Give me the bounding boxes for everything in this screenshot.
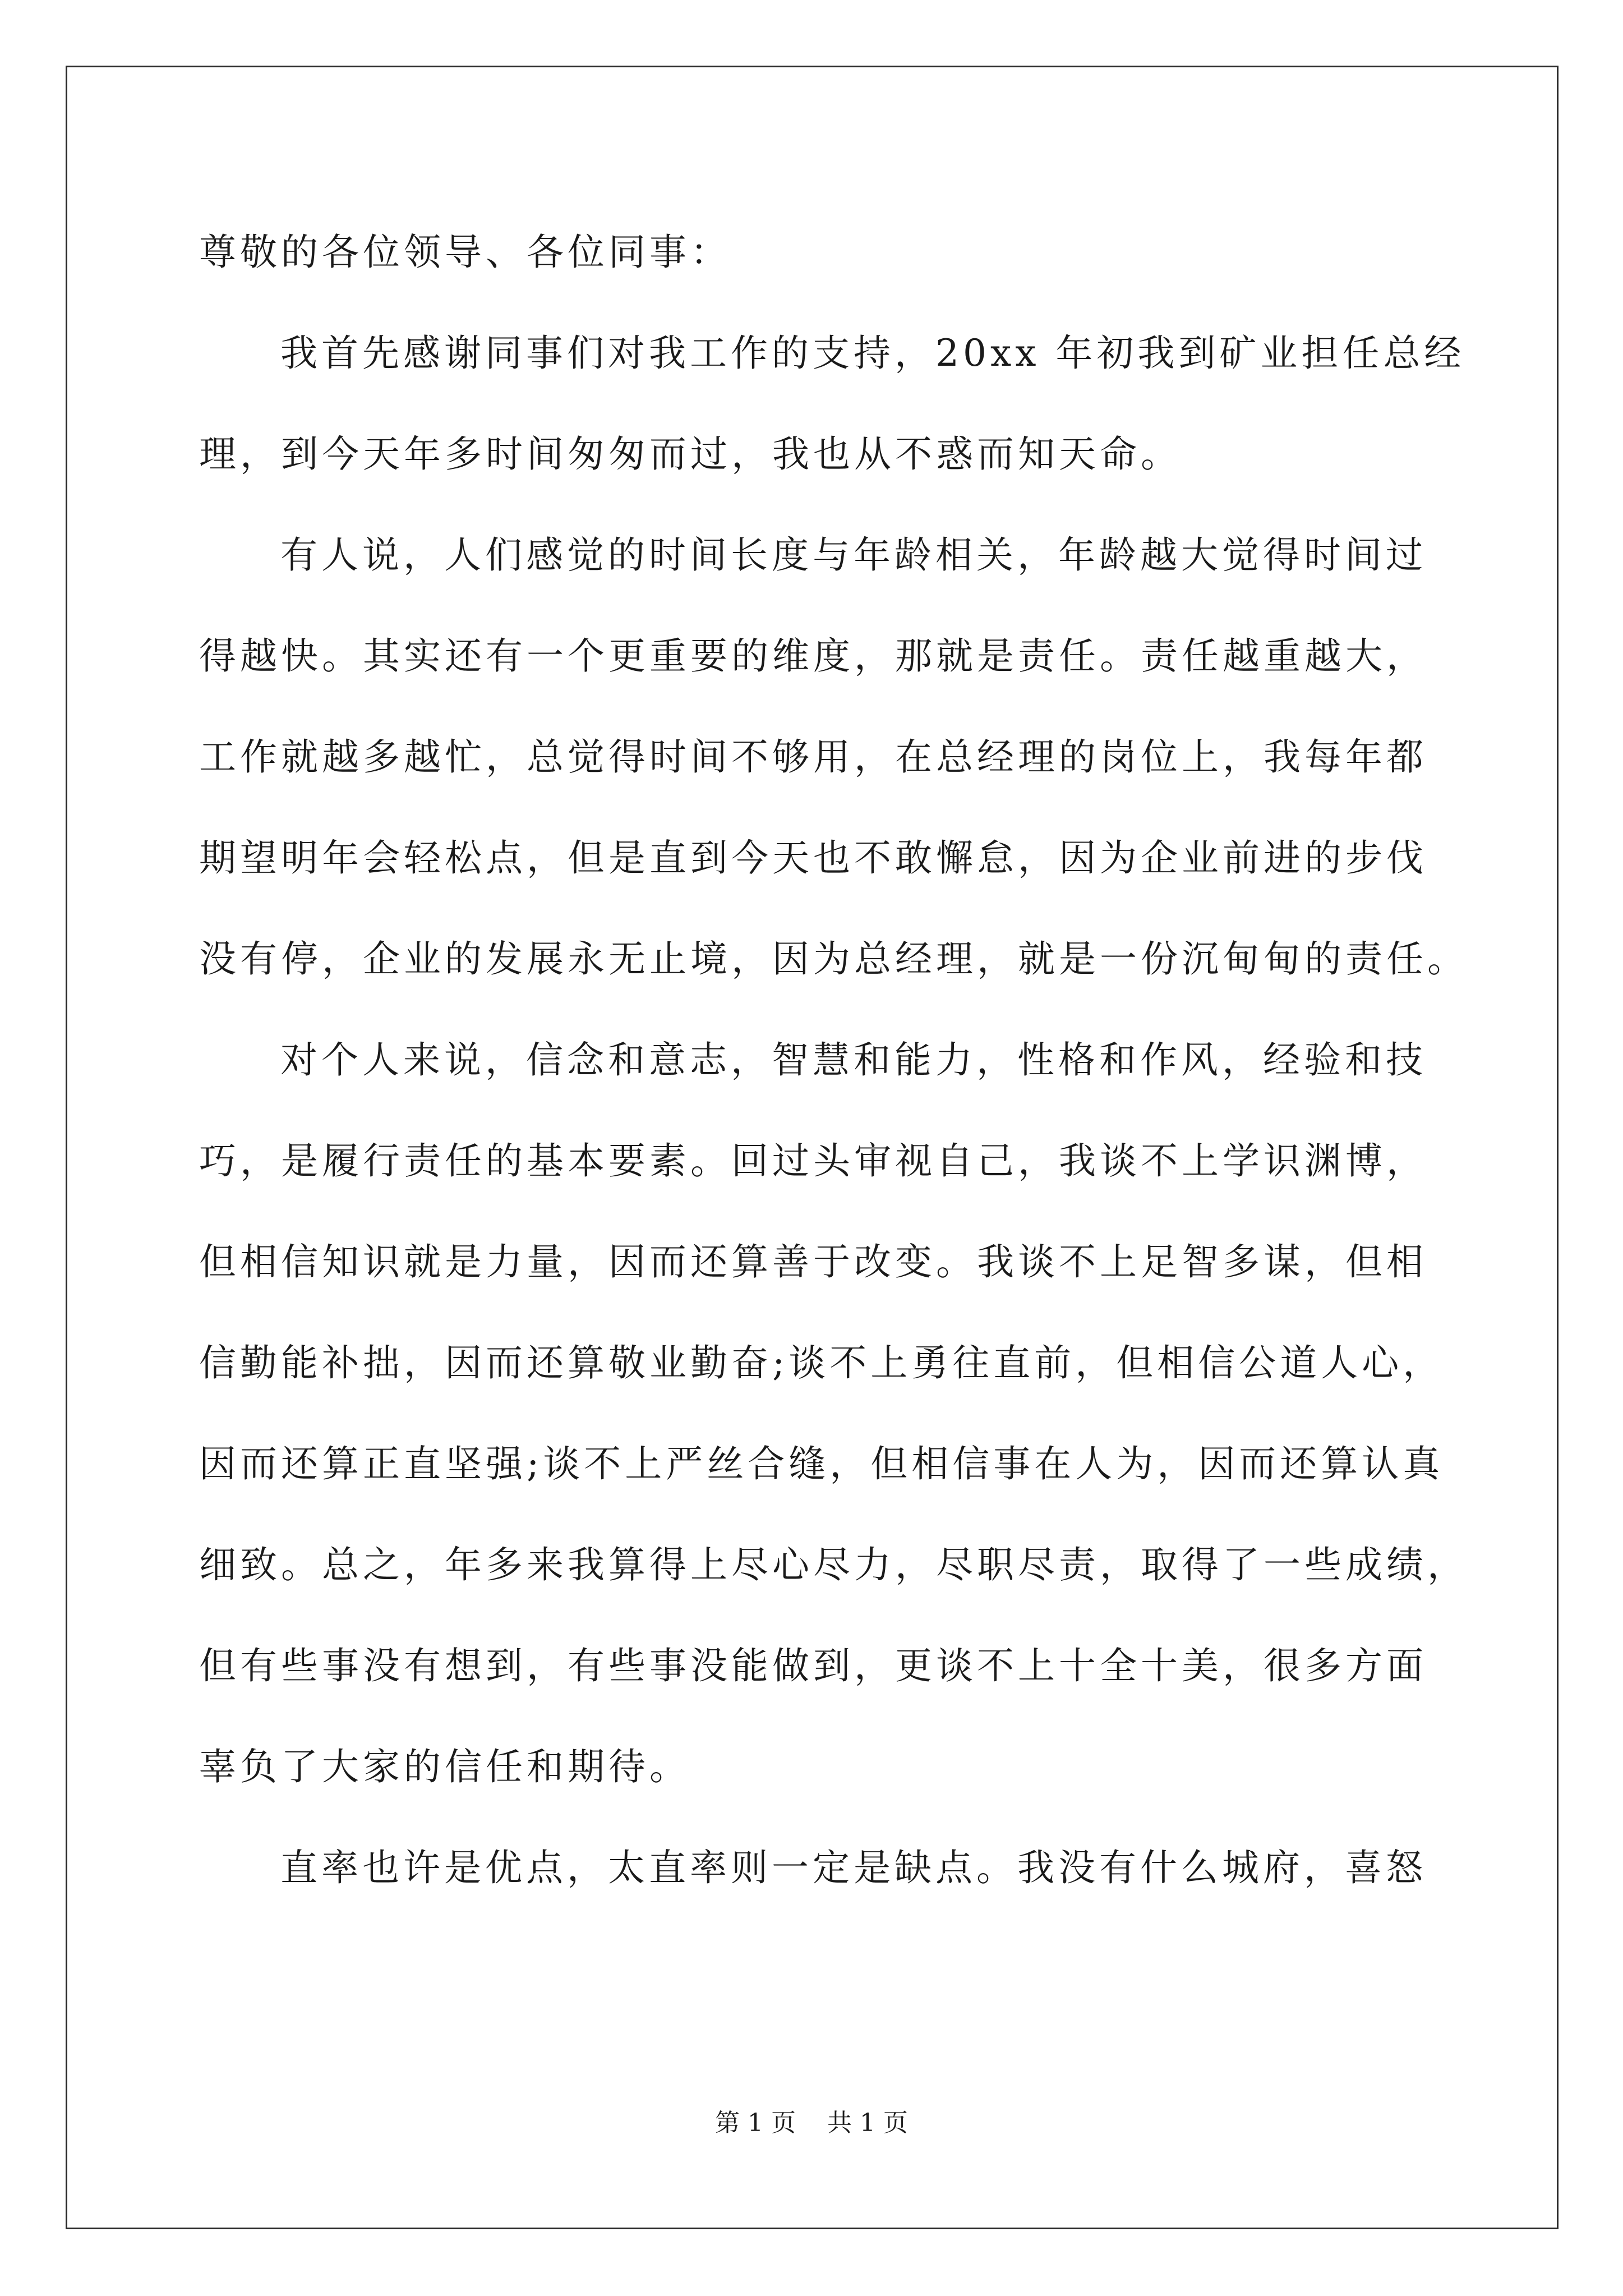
salutation-line: 尊敬的各位领导、各位同事： — [199, 231, 731, 274]
text-line: 辜负了大家的信任和期待。 — [199, 1745, 690, 1788]
text-line: 但有些事没有想到，有些事没能做到，更谈不上十全十美，很多方面 — [199, 1644, 1427, 1687]
text-line: 直率也许是优点，太直率则一定是缺点。我没有什么城府，喜怒 — [280, 1846, 1427, 1889]
document-body — [199, 202, 1468, 1918]
text-line: 细致。总之，年多来我算得上尽心尽力，尽职尽责，取得了一些成绩， — [199, 1543, 1468, 1586]
text-line: 巧，是履行责任的基本要素。回过头审视自己，我谈不上学识渊博， — [199, 1139, 1427, 1182]
text-line: 有人说，人们感觉的时间长度与年龄相关，年龄越大觉得时间过 — [280, 533, 1427, 577]
text-line: 我首先感谢同事们对我工作的支持，20xx 年初我到矿业担任总经 — [280, 332, 1465, 375]
text-line: 对个人来说，信念和意志，智慧和能力，性格和作风，经验和技 — [280, 1038, 1427, 1082]
text-line: 因而还算正直坚强;谈不上严丝合缝，但相信事在人为，因而还算认真 — [199, 1442, 1444, 1485]
text-line: 理，到今天年多时间匆匆而过，我也从不惑而知天命。 — [199, 432, 1182, 476]
text-line: 但相信知识就是力量，因而还算善于改变。我谈不上足智多谋，但相 — [199, 1240, 1427, 1283]
text-line: 得越快。其实还有一个更重要的维度，那就是责任。责任越重越大， — [199, 634, 1427, 678]
text-line: 工作就越多越忙，总觉得时间不够用，在总经理的岗位上，我每年都 — [199, 735, 1427, 779]
text-line: 期望明年会轻松点，但是直到今天也不敢懈怠，因为企业前进的步伐 — [199, 836, 1427, 880]
page-footer: 第 1 页 共 1 页 — [715, 2109, 908, 2137]
text-line: 信勤能补拙，因而还算敬业勤奋;谈不上勇往直前，但相信公道人心， — [199, 1341, 1444, 1384]
text-line: 没有停，企业的发展永无止境，因为总经理，就是一份沉甸甸的责任。 — [199, 937, 1468, 981]
